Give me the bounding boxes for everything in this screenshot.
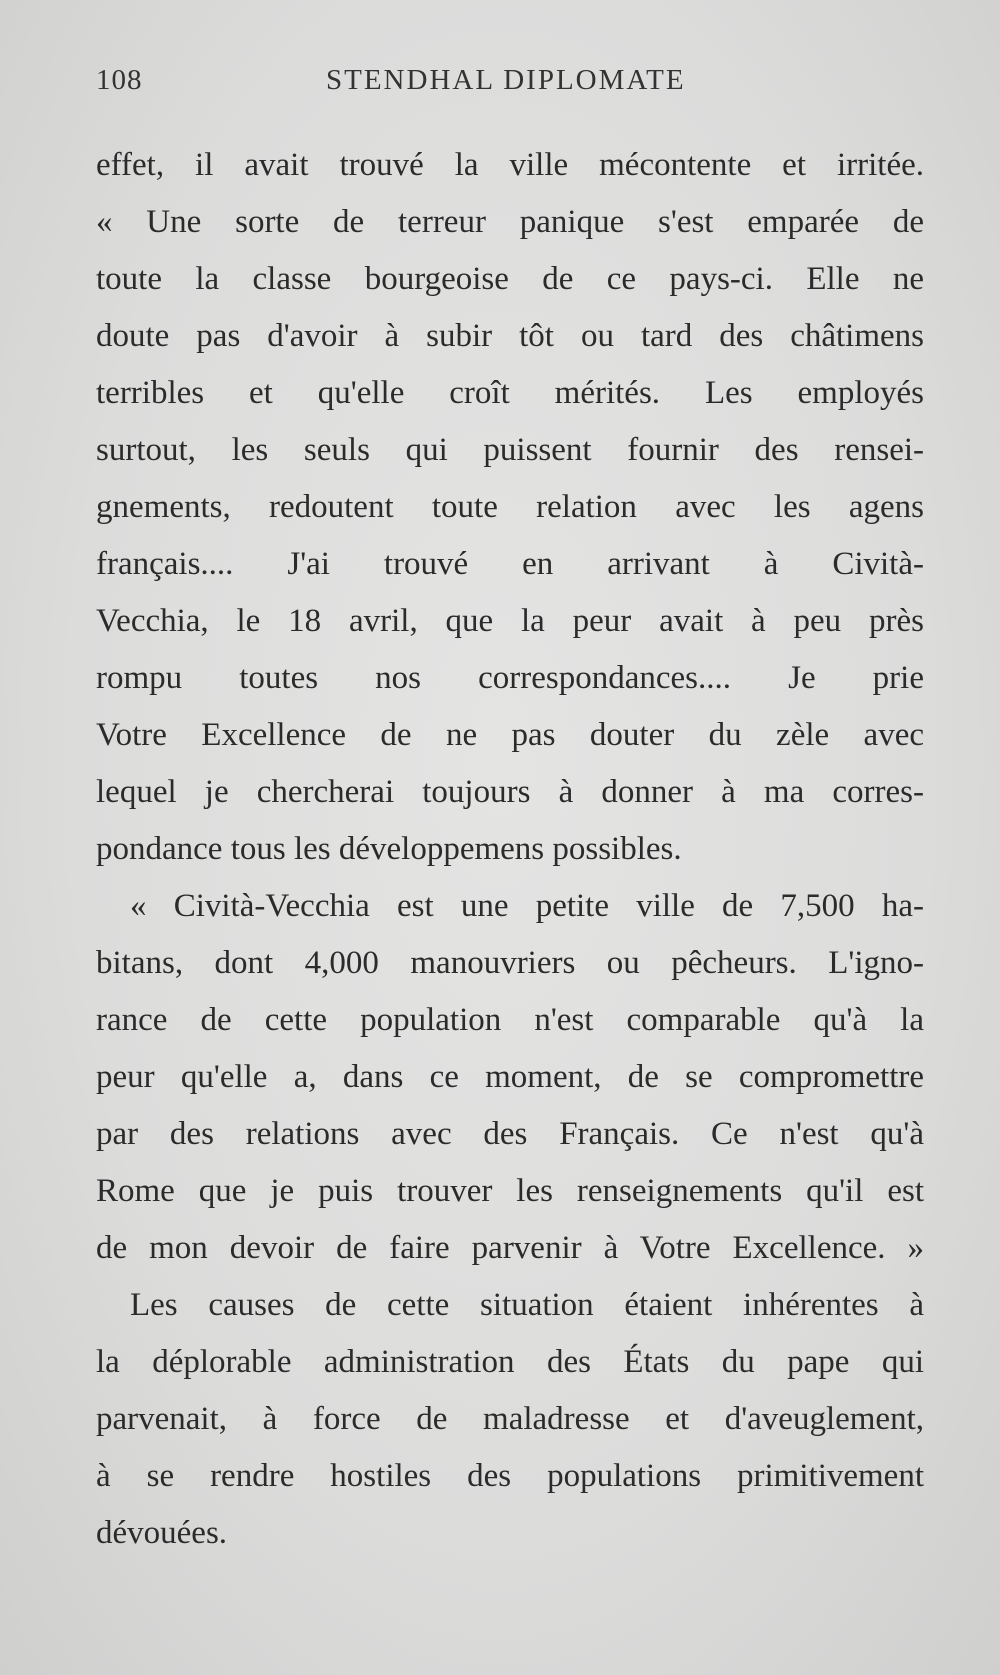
running-head bbox=[96, 64, 736, 104]
text-line: la déplorable administration des États du pape qui bbox=[96, 1344, 924, 1380]
text-line: doute pas d'avoir à subir tôt ou tard des châtimens bbox=[96, 318, 924, 354]
text-line: bitans, dont 4,000 manouvriers ou pêcheurs. L'igno- bbox=[96, 945, 924, 981]
text-line: effet, il avait trouvé la ville mécontente et irritée. bbox=[96, 147, 924, 183]
text-line: surtout, les seuls qui puissent fournir des rensei- bbox=[96, 432, 924, 468]
text-line: dévouées. bbox=[96, 1515, 228, 1551]
page-number: 108 bbox=[96, 64, 143, 96]
text-line: terribles et qu'elle croît mérités. Les employés bbox=[96, 375, 924, 411]
text-line: « Une sorte de terreur panique s'est emparée de bbox=[96, 204, 924, 240]
text-line: pondance tous les développemens possibles. bbox=[96, 831, 682, 867]
running-title: STENDHAL DIPLOMATE bbox=[326, 64, 686, 96]
text-line: à se rendre hostiles des populations primitivement bbox=[96, 1458, 924, 1494]
text-line: toute la classe bourgeoise de ce pays-ci. Elle ne bbox=[96, 261, 924, 297]
text-line: peur qu'elle a, dans ce moment, de se compromettre bbox=[96, 1059, 924, 1095]
body-text bbox=[96, 137, 924, 1562]
text-line: lequel je chercherai toujours à donner à ma corres- bbox=[96, 774, 924, 810]
text-line: de mon devoir de faire parvenir à Votre Excellence. » bbox=[96, 1230, 924, 1266]
text-line: français.... J'ai trouvé en arrivant à Cività- bbox=[96, 546, 924, 582]
text-line: Votre Excellence de ne pas douter du zèle avec bbox=[96, 717, 924, 753]
text-line: « Cività-Vecchia est une petite ville de 7,500 ha- bbox=[130, 888, 924, 924]
text-line: Vecchia, le 18 avril, que la peur avait à peu près bbox=[96, 603, 924, 639]
text-line: Les causes de cette situation étaient inhérentes à bbox=[130, 1287, 924, 1323]
text-line: parvenait, à force de maladresse et d'aveuglement, bbox=[96, 1401, 924, 1437]
text-line: rance de cette population n'est comparable qu'à la bbox=[96, 1002, 924, 1038]
text-line: rompu toutes nos correspondances.... Je prie bbox=[96, 660, 924, 696]
text-line: par des relations avec des Français. Ce n'est qu'à bbox=[96, 1116, 924, 1152]
text-line: Rome que je puis trouver les renseignements qu'il est bbox=[96, 1173, 924, 1209]
text-line: gnements, redoutent toute relation avec les agens bbox=[96, 489, 924, 525]
